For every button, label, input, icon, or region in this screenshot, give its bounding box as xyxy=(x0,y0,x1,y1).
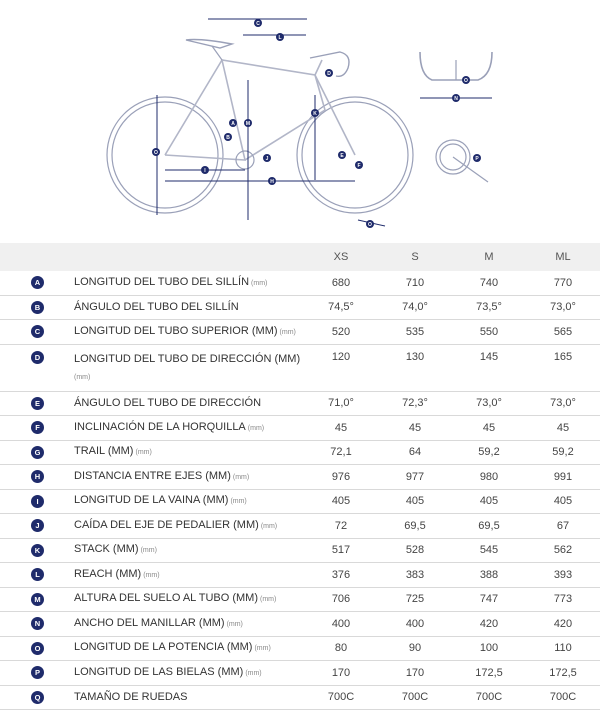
row-unit: (mm) xyxy=(260,522,278,530)
row-id-badge: I xyxy=(31,495,44,508)
row-label-cell xyxy=(60,465,304,490)
size-value-cell: 700C xyxy=(304,685,378,710)
size-value-cell: 170 xyxy=(304,661,378,686)
svg-text:M: M xyxy=(245,121,251,127)
row-label: DISTANCIA ENTRE EJES (MM) xyxy=(74,469,231,482)
diagram-label-d xyxy=(325,69,333,77)
size-value-cell: 393 xyxy=(526,563,600,588)
row-label: ÁNGULO DEL TUBO DEL SILLÍN xyxy=(74,300,239,313)
table-row xyxy=(0,391,600,416)
row-unit: (mm) xyxy=(254,645,271,653)
table-row xyxy=(0,514,600,539)
size-value-cell: 130 xyxy=(378,344,452,391)
size-value-cell: 73,0° xyxy=(526,295,600,320)
row-label-cell xyxy=(60,344,304,391)
row-label: ALTURA DEL SUELO AL TUBO (MM) xyxy=(74,592,258,605)
row-label-cell xyxy=(60,612,304,637)
size-value-cell: 528 xyxy=(378,538,452,563)
size-value-cell: 73,0° xyxy=(452,391,526,416)
size-value-cell: 45 xyxy=(378,416,452,441)
size-value-cell: 172,5 xyxy=(452,661,526,686)
row-label-cell xyxy=(60,295,304,320)
size-m-header: M xyxy=(452,243,526,271)
row-label: LONGITUD DEL TUBO SUPERIOR (MM) xyxy=(74,324,278,337)
svg-text:B: B xyxy=(226,135,230,141)
diagram-label-i xyxy=(201,166,209,174)
size-value-cell: 72,3° xyxy=(378,391,452,416)
row-id-badge: C xyxy=(31,325,44,338)
size-value-cell: 405 xyxy=(526,489,600,514)
row-id-badge: K xyxy=(31,544,44,557)
row-id-badge: L xyxy=(31,568,44,581)
size-value-cell: 706 xyxy=(304,587,378,612)
size-value-cell: 110 xyxy=(526,636,600,661)
row-unit: (mm) xyxy=(143,571,160,579)
row-label: LONGITUD DEL TUBO DEL SILLÍN xyxy=(74,275,250,288)
size-value-cell: 562 xyxy=(526,538,600,563)
table-row xyxy=(0,295,600,320)
size-value-cell: 74,0° xyxy=(378,295,452,320)
size-value-cell: 67 xyxy=(526,514,600,539)
svg-text:A: A xyxy=(231,121,235,127)
svg-text:D: D xyxy=(327,71,331,77)
diagram-label-p xyxy=(473,154,481,162)
size-value-cell: 145 xyxy=(452,344,526,391)
row-label: TAMAÑO DE RUEDAS xyxy=(74,690,188,703)
table-row xyxy=(0,320,600,345)
size-value-cell: 740 xyxy=(452,271,526,295)
size-value-cell: 73,5° xyxy=(452,295,526,320)
row-unit: (mm) xyxy=(260,596,277,604)
diagram-label-l xyxy=(276,33,284,41)
size-value-cell: 376 xyxy=(304,563,378,588)
size-value-cell: 700C xyxy=(452,685,526,710)
row-label: LONGITUD DE LA POTENCIA (MM) xyxy=(74,641,253,654)
row-label-cell xyxy=(60,320,304,345)
diagram-label-h xyxy=(268,177,276,185)
diagram-label-b xyxy=(224,133,232,141)
table-row xyxy=(0,440,600,465)
svg-text:L: L xyxy=(278,35,282,41)
size-value-cell: 405 xyxy=(304,489,378,514)
row-label: ANCHO DEL MANILLAR (MM) xyxy=(74,616,225,629)
svg-text:O: O xyxy=(154,150,158,156)
size-value-cell: 45 xyxy=(304,416,378,441)
size-value-cell: 69,5 xyxy=(378,514,452,539)
size-xs-header: XS xyxy=(304,243,378,271)
row-unit: (mm) xyxy=(279,328,296,336)
table-row xyxy=(0,271,600,295)
row-unit: (mm) xyxy=(226,620,243,628)
row-label-cell xyxy=(60,636,304,661)
svg-text:C: C xyxy=(256,21,260,27)
row-id-badge: D xyxy=(31,351,44,364)
size-value-cell: 710 xyxy=(378,271,452,295)
row-unit: (mm) xyxy=(245,669,262,677)
table-row xyxy=(0,465,600,490)
row-label-cell xyxy=(60,685,304,710)
row-id-badge: J xyxy=(31,519,44,532)
size-value-cell: 700C xyxy=(378,685,452,710)
geometry-table xyxy=(0,243,600,710)
row-label-cell xyxy=(60,391,304,416)
size-value-cell: 980 xyxy=(452,465,526,490)
diagram-label-a xyxy=(229,119,237,127)
row-unit: (mm) xyxy=(251,279,268,287)
row-label: STACK (MM) xyxy=(74,543,139,556)
size-value-cell: 680 xyxy=(304,271,378,295)
size-value-cell: 120 xyxy=(304,344,378,391)
size-value-cell: 545 xyxy=(452,538,526,563)
size-value-cell: 74,5° xyxy=(304,295,378,320)
table-row xyxy=(0,416,600,441)
size-value-cell: 71,0° xyxy=(304,391,378,416)
row-label: TRAIL (MM) xyxy=(74,445,134,458)
table-row xyxy=(0,685,600,710)
row-label: LONGITUD DE LA VAINA (MM) xyxy=(74,494,229,507)
size-value-cell: 59,2 xyxy=(526,440,600,465)
size-value-cell: 747 xyxy=(452,587,526,612)
row-label-cell xyxy=(60,514,304,539)
size-value-cell: 172,5 xyxy=(526,661,600,686)
diagram-label-k xyxy=(311,109,319,117)
row-label: REACH (MM) xyxy=(74,567,142,580)
size-value-cell: 45 xyxy=(452,416,526,441)
svg-text:H: H xyxy=(270,179,274,185)
size-value-cell: 405 xyxy=(452,489,526,514)
row-id-badge: A xyxy=(31,276,44,289)
row-label-cell xyxy=(60,489,304,514)
size-value-cell: 383 xyxy=(378,563,452,588)
row-label-cell xyxy=(60,440,304,465)
row-id-badge: P xyxy=(31,666,44,679)
row-label: LONGITUD DEL TUBO DE DIRECCIÓN (MM) xyxy=(74,352,301,365)
size-value-cell: 400 xyxy=(304,612,378,637)
size-value-cell: 725 xyxy=(378,587,452,612)
row-label-cell xyxy=(60,563,304,588)
size-value-cell: 388 xyxy=(452,563,526,588)
row-label: LONGITUD DE LAS BIELAS (MM) xyxy=(74,665,244,678)
bike-geometry-diagram xyxy=(0,0,600,238)
size-value-cell: 400 xyxy=(378,612,452,637)
size-value-cell: 550 xyxy=(452,320,526,345)
size-value-cell: 773 xyxy=(526,587,600,612)
row-unit: (mm) xyxy=(247,424,265,432)
diagram-label-o3 xyxy=(462,76,470,84)
row-label: CAÍDA DEL EJE DE PEDALIER (MM) xyxy=(74,518,259,531)
diagram-label-c xyxy=(254,19,262,27)
diagram-label-j xyxy=(263,154,271,162)
size-value-cell: 770 xyxy=(526,271,600,295)
size-value-cell: 420 xyxy=(452,612,526,637)
table-header-row xyxy=(0,243,600,271)
table-row xyxy=(0,563,600,588)
size-value-cell: 73,0° xyxy=(526,391,600,416)
size-value-cell: 991 xyxy=(526,465,600,490)
svg-text:O: O xyxy=(464,78,468,84)
row-id-badge: N xyxy=(31,617,44,630)
size-value-cell: 90 xyxy=(378,636,452,661)
size-value-cell: 700C xyxy=(526,685,600,710)
svg-text:P: P xyxy=(475,156,479,162)
size-value-cell: 420 xyxy=(526,612,600,637)
size-value-cell: 64 xyxy=(378,440,452,465)
row-id-badge: O xyxy=(31,642,44,655)
row-id-badge: E xyxy=(31,397,44,410)
svg-text:E: E xyxy=(340,153,344,159)
svg-text:F: F xyxy=(357,163,361,169)
diagram-label-n xyxy=(452,94,460,102)
row-label-cell xyxy=(60,587,304,612)
row-label: ÁNGULO DEL TUBO DE DIRECCIÓN xyxy=(74,396,262,409)
svg-text:N: N xyxy=(454,96,458,102)
row-id-badge: M xyxy=(31,593,44,606)
table-row xyxy=(0,538,600,563)
size-value-cell: 977 xyxy=(378,465,452,490)
size-value-cell: 72,1 xyxy=(304,440,378,465)
size-s-header: S xyxy=(378,243,452,271)
table-row xyxy=(0,344,600,391)
size-value-cell: 565 xyxy=(526,320,600,345)
size-value-cell: 69,5 xyxy=(452,514,526,539)
row-id-badge: Q xyxy=(31,691,44,704)
row-id-badge: H xyxy=(31,470,44,483)
table-row xyxy=(0,612,600,637)
size-value-cell: 976 xyxy=(304,465,378,490)
size-value-cell: 170 xyxy=(378,661,452,686)
table-row xyxy=(0,636,600,661)
diagram-label-m xyxy=(244,119,252,127)
size-value-cell: 517 xyxy=(304,538,378,563)
diagram-label-f xyxy=(355,161,363,169)
row-unit: (mm) xyxy=(74,373,91,381)
svg-text:O: O xyxy=(368,222,372,228)
table-row xyxy=(0,661,600,686)
size-value-cell: 165 xyxy=(526,344,600,391)
diagram-label-e xyxy=(338,151,346,159)
row-label: INCLINACIÓN DE LA HORQUILLA xyxy=(74,420,246,433)
size-value-cell: 535 xyxy=(378,320,452,345)
size-value-cell: 80 xyxy=(304,636,378,661)
svg-text:K: K xyxy=(313,111,317,117)
table-row xyxy=(0,587,600,612)
size-value-cell: 72 xyxy=(304,514,378,539)
table-row xyxy=(0,489,600,514)
row-label-cell xyxy=(60,271,304,295)
row-label-cell xyxy=(60,416,304,441)
row-id-badge: G xyxy=(31,446,44,459)
size-value-cell: 100 xyxy=(452,636,526,661)
row-unit: (mm) xyxy=(135,449,152,457)
row-unit: (mm) xyxy=(230,498,247,506)
size-value-cell: 405 xyxy=(378,489,452,514)
diagram-label-o xyxy=(152,148,160,156)
svg-text:I: I xyxy=(204,168,206,174)
row-id-badge: F xyxy=(31,421,44,434)
row-label-cell xyxy=(60,538,304,563)
diagram-label-o2 xyxy=(366,220,374,228)
row-id-badge: B xyxy=(31,301,44,314)
svg-text:J: J xyxy=(265,156,269,162)
size-value-cell: 59,2 xyxy=(452,440,526,465)
size-value-cell: 45 xyxy=(526,416,600,441)
row-unit: (mm) xyxy=(232,473,250,481)
row-unit: (mm) xyxy=(140,547,157,555)
row-label-cell xyxy=(60,661,304,686)
saddle xyxy=(186,40,232,49)
size-value-cell: 520 xyxy=(304,320,378,345)
size-ml-header: ML xyxy=(526,243,600,271)
